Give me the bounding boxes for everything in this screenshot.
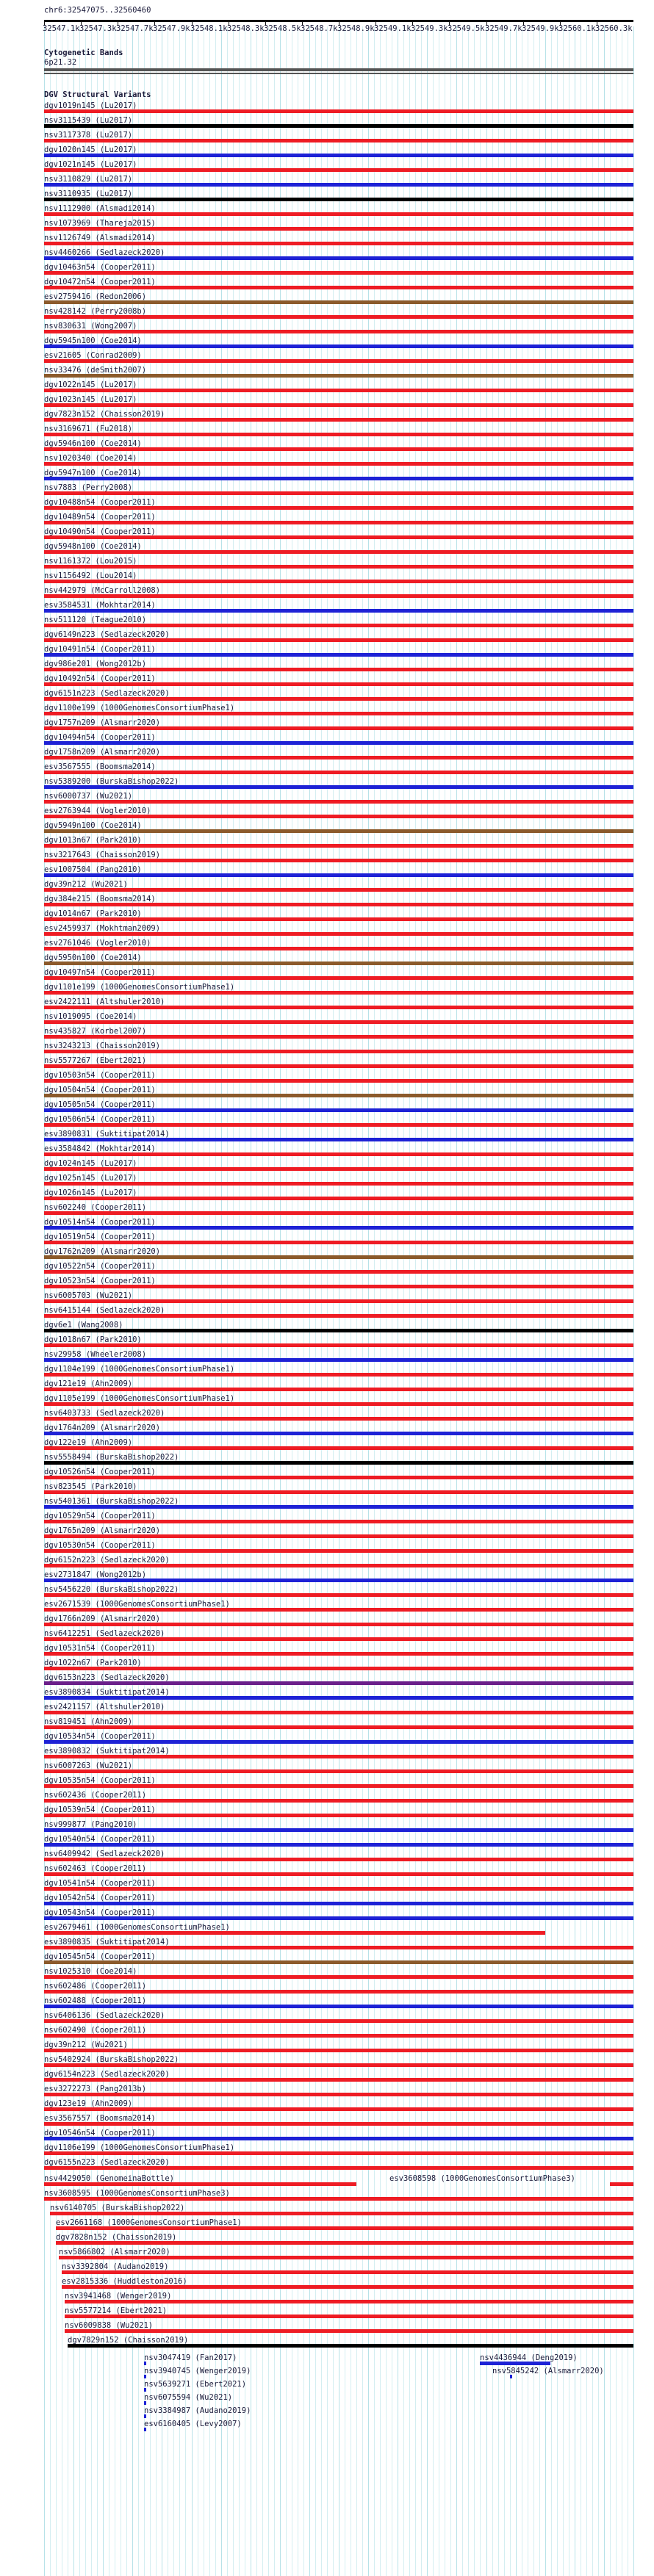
variant-label[interactable]: nsv511120 (Teague2010) — [44, 616, 147, 624]
variant-label[interactable]: dgv10535n54 (Cooper2011) — [44, 1776, 156, 1785]
track-separator — [44, 73, 633, 74]
variant-label[interactable]: nsv602463 (Cooper2011) — [44, 1864, 147, 1873]
variant-label[interactable]: nsv819451 (Ahn2009) — [44, 1717, 133, 1726]
variant-bar[interactable] — [44, 800, 633, 804]
variant-label[interactable]: esv2761046 (Vogler2010) — [44, 939, 151, 948]
ruler-tick-label: 32548.9k — [337, 24, 375, 33]
variant-label[interactable]: esv3890834 (Suktitipat2014) — [44, 1688, 170, 1697]
variant-label[interactable]: nsv602436 (Cooper2011) — [44, 1791, 147, 1800]
variant-bar[interactable] — [44, 888, 633, 892]
variant-label[interactable]: dgv1766n209 (Alsmarr2020) — [44, 1614, 161, 1623]
variant-label[interactable]: dgv10519n54 (Cooper2011) — [44, 1233, 156, 1241]
variant-label[interactable]: dgv10522n54 (Cooper2011) — [44, 1262, 156, 1271]
variant-label[interactable]: dgv10497n54 (Cooper2011) — [44, 968, 156, 977]
variant-label[interactable]: dgv10491n54 (Cooper2011) — [44, 645, 156, 654]
variant-label[interactable]: dgv1106e199 (1000GenomesConsortiumPhase1) — [44, 2143, 235, 2152]
variant-label[interactable]: dgv10489n54 (Cooper2011) — [44, 513, 156, 522]
variant-label[interactable]: nsv3217643 (Chaisson2019) — [44, 851, 161, 859]
variant-label[interactable]: nsv3110829 (Lu2017) — [44, 175, 133, 184]
variant-label[interactable]: dgv1757n209 (Alsmarr2020) — [44, 718, 161, 727]
variant-label[interactable]: esv1007504 (Pang2010) — [44, 865, 142, 874]
variant-label[interactable]: nsv1112900 (Alsmadi2014) — [44, 204, 156, 213]
variant-label[interactable]: esv2671539 (1000GenomesConsortiumPhase1) — [44, 1600, 230, 1609]
variant-bar[interactable] — [44, 2107, 633, 2111]
variant-label[interactable]: nsv5558494 (BurskaBishop2022) — [44, 1453, 179, 1462]
variant-label[interactable]: dgv1762n209 (Alsmarr2020) — [44, 1247, 161, 1256]
variant-label[interactable]: dgv1765n209 (Alsmarr2020) — [44, 1526, 161, 1535]
variant-label[interactable]: nsv5402924 (BurskaBishop2022) — [44, 2055, 179, 2064]
variant-label[interactable]: dgv123e19 (Ahn2009) — [44, 2099, 133, 2108]
coordinate-label: chr6:32547075..32560460 — [44, 6, 151, 15]
variant-label[interactable]: dgv10541n54 (Cooper2011) — [44, 1879, 156, 1888]
variant-label[interactable]: dgv6149n223 (Sedlazeck2020) — [44, 630, 170, 639]
variant-label[interactable]: dgv5947n100 (Coe2014) — [44, 469, 142, 477]
variant-bar[interactable] — [44, 1446, 633, 1450]
ruler-tick-label: 32547.3k — [79, 24, 117, 33]
variant-label[interactable]: dgv10539n54 (Cooper2011) — [44, 1805, 156, 1814]
variant-label[interactable]: dgv10540n54 (Cooper2011) — [44, 1835, 156, 1844]
variant-label[interactable]: nsv602240 (Cooper2011) — [44, 1203, 147, 1212]
ruler-tick-label: 32548.1k — [190, 24, 228, 33]
variant-label[interactable]: dgv39n212 (Wu2021) — [44, 880, 128, 889]
variant-label[interactable]: dgv1025n145 (Lu2017) — [44, 1174, 137, 1183]
variant-label[interactable]: nsv1073969 (Thareja2015) — [44, 219, 156, 228]
variant-label[interactable]: nsv3384987 (Audano2019) — [144, 2406, 251, 2415]
variant-label[interactable]: nsv6005703 (Wu2021) — [44, 1291, 133, 1300]
variant-bar[interactable] — [44, 1329, 633, 1332]
variant-label[interactable]: esv3567555 (Boomsma2014) — [44, 762, 156, 771]
variant-label[interactable]: esv2763944 (Vogler2010) — [44, 807, 151, 815]
variant-label[interactable]: nsv5577267 (Ebert2021) — [44, 1056, 147, 1065]
variant-label[interactable]: dgv1026n145 (Lu2017) — [44, 1188, 137, 1197]
variant-label[interactable]: esv3890832 (Suktitipat2014) — [44, 1747, 170, 1756]
ruler-tick-label: 32548.5k — [264, 24, 301, 33]
variant-label[interactable]: dgv10504n54 (Cooper2011) — [44, 1086, 156, 1094]
variant-label[interactable]: dgv1018n67 (Park2010) — [44, 1335, 142, 1344]
variant-label[interactable]: dgv6151n223 (Sedlazeck2020) — [44, 689, 170, 698]
variant-label[interactable]: dgv10530n54 (Cooper2011) — [44, 1541, 156, 1550]
variant-label[interactable]: dgv10505n54 (Cooper2011) — [44, 1100, 156, 1109]
variant-label[interactable]: dgv1764n209 (Alsmarr2020) — [44, 1424, 161, 1432]
variant-label[interactable]: dgv10514n54 (Cooper2011) — [44, 1218, 156, 1227]
ruler-tick-label: 32549.5k — [448, 24, 485, 33]
variant-label[interactable]: dgv6154n223 (Sedlazeck2020) — [44, 2070, 170, 2079]
variant-label[interactable]: esv3890831 (Suktitipat2014) — [44, 1130, 170, 1139]
variant-label[interactable]: esv2421157 (Altshuler2010) — [44, 1703, 165, 1711]
variant-label[interactable]: dgv10542n54 (Cooper2011) — [44, 1894, 156, 1902]
variant-label[interactable]: nsv6403733 (Sedlazeck2020) — [44, 1409, 165, 1418]
ruler-tick-label: 32549.3k — [411, 24, 448, 33]
variant-label[interactable]: nsv6000737 (Wu2021) — [44, 792, 133, 801]
variant-bar[interactable] — [44, 1725, 633, 1729]
variant-label[interactable]: nsv3047419 (Fan2017) — [144, 2353, 237, 2362]
variant-bar[interactable] — [44, 2049, 633, 2052]
variant-label[interactable]: dgv10472n54 (Cooper2011) — [44, 278, 156, 286]
variant-label[interactable]: dgv1105e199 (1000GenomesConsortiumPhase1) — [44, 1394, 235, 1403]
variant-label[interactable]: nsv3392804 (Audano2019) — [62, 2262, 169, 2271]
variant-label[interactable]: dgv1022n67 (Park2010) — [44, 1659, 142, 1667]
variant-label[interactable]: dgv10506n54 (Cooper2011) — [44, 1115, 156, 1124]
variant-label[interactable]: nsv1161372 (Lou2015) — [44, 557, 137, 566]
variant-label[interactable]: nsv435827 (Korbel2007) — [44, 1027, 147, 1036]
variant-label[interactable]: dgv7829n152 (Chaisson2019) — [68, 2336, 189, 2345]
variant-label[interactable]: esv2422111 (Altshuler2010) — [44, 997, 165, 1006]
variant-label[interactable]: dgv10488n54 (Cooper2011) — [44, 498, 156, 507]
variant-label[interactable]: dgv986e201 (Wong2012b) — [44, 660, 147, 668]
ruler-tick-label: 32549.9k — [522, 24, 559, 33]
variant-label[interactable]: dgv121e19 (Ahn2009) — [44, 1379, 133, 1388]
variant-bar[interactable] — [44, 491, 633, 495]
variant-label[interactable]: nsv5401361 (BurskaBishop2022) — [44, 1497, 179, 1506]
variant-label[interactable]: dgv6153n223 (Sedlazeck2020) — [44, 1673, 170, 1682]
variant-label[interactable]: nsv5639271 (Ebert2021) — [144, 2380, 247, 2389]
variant-label[interactable]: dgv5948n100 (Coe2014) — [44, 542, 142, 551]
variant-bar[interactable] — [610, 2182, 633, 2186]
variant-label[interactable]: esv3890835 (Suktitipat2014) — [44, 1938, 170, 1947]
variant-label[interactable]: nsv5456220 (BurskaBishop2022) — [44, 1585, 179, 1594]
variant-bar[interactable] — [44, 433, 633, 436]
variant-label[interactable]: dgv1104e199 (1000GenomesConsortiumPhase1) — [44, 1365, 235, 1374]
variant-label[interactable]: dgv1013n67 (Park2010) — [44, 836, 142, 845]
variant-label[interactable]: nsv6406136 (Sedlazeck2020) — [44, 2011, 165, 2020]
variant-label[interactable]: nsv29958 (Wheeler2008) — [44, 1350, 147, 1359]
variant-label[interactable]: esv2731847 (Wong2012b) — [44, 1570, 147, 1579]
variant-label[interactable]: dgv10543n54 (Cooper2011) — [44, 1908, 156, 1917]
variant-bar[interactable] — [44, 1388, 633, 1391]
variant-label[interactable]: nsv1025310 (Coe2014) — [44, 1967, 137, 1976]
variant-label[interactable]: dgv1021n145 (Lu2017) — [44, 160, 137, 169]
variant-label[interactable]: dgv10534n54 (Cooper2011) — [44, 1732, 156, 1741]
variant-label[interactable]: dgv5945n100 (Coe2014) — [44, 336, 142, 345]
variant-label[interactable]: dgv1014n67 (Park2010) — [44, 909, 142, 918]
variant-label[interactable]: nsv999877 (Pang2010) — [44, 1820, 137, 1829]
ruler-tick-label: 32549.7k — [485, 24, 522, 33]
variant-label[interactable]: dgv10490n54 (Cooper2011) — [44, 527, 156, 536]
variant-label[interactable]: nsv3608595 (1000GenomesConsortiumPhase3) — [44, 2189, 230, 2198]
variant-label[interactable]: nsv602490 (Cooper2011) — [44, 2026, 147, 2035]
variant-label[interactable]: nsv4436944 (Deng2019) — [480, 2353, 578, 2362]
variant-label[interactable]: esv2661168 (1000GenomesConsortiumPhase1) — [56, 2218, 242, 2227]
track-separator — [44, 68, 633, 71]
variant-label[interactable]: nsv6009838 (Wu2021) — [65, 2321, 154, 2330]
variant-label[interactable]: nsv6140705 (BurskaBishop2022) — [50, 2204, 185, 2212]
variant-label[interactable]: dgv10494n54 (Cooper2011) — [44, 733, 156, 742]
variant-label[interactable]: dgv10546n54 (Cooper2011) — [44, 2129, 156, 2137]
variant-label[interactable]: dgv1022n145 (Lu2017) — [44, 380, 137, 389]
variant-label[interactable]: esv2815336 (Huddleston2016) — [62, 2277, 187, 2286]
variant-label[interactable]: dgv10463n54 (Cooper2011) — [44, 263, 156, 272]
variant-label[interactable]: esv3608598 (1000GenomesConsortiumPhase3) — [389, 2174, 575, 2183]
variant-label[interactable]: dgv6152n223 (Sedlazeck2020) — [44, 1556, 170, 1565]
variant-label[interactable]: nsv3169671 (Fu2018) — [44, 425, 133, 433]
variant-label[interactable]: dgv10545n54 (Cooper2011) — [44, 1952, 156, 1961]
variant-bar[interactable] — [44, 183, 633, 187]
variant-label[interactable]: nsv830631 (Wong2007) — [44, 322, 137, 331]
variant-label[interactable]: nsv4460266 (Sedlazeck2020) — [44, 248, 165, 257]
variant-label[interactable]: dgv5949n100 (Coe2014) — [44, 821, 142, 830]
variant-label[interactable]: dgv10492n54 (Cooper2011) — [44, 674, 156, 683]
variant-label[interactable]: esv3272273 (Pang2013b) — [44, 2085, 147, 2093]
variant-label[interactable]: dgv7828n152 (Chaisson2019) — [56, 2233, 177, 2242]
variant-label[interactable]: dgv6e1 (Wang2008) — [44, 1321, 123, 1330]
variant-label[interactable]: dgv1019n145 (Lu2017) — [44, 101, 137, 110]
variant-label[interactable]: dgv6155n223 (Sedlazeck2020) — [44, 2158, 170, 2167]
ruler-tick-label: 32560.1k — [558, 24, 596, 33]
variant-label[interactable]: nsv33476 (deSmith2007) — [44, 366, 147, 375]
variant-label[interactable]: dgv1100e199 (1000GenomesConsortiumPhase1) — [44, 704, 235, 712]
variant-label[interactable]: dgv1024n145 (Lu2017) — [44, 1159, 137, 1168]
variant-bar[interactable] — [44, 139, 633, 142]
variant-label[interactable]: dgv1020n145 (Lu2017) — [44, 145, 137, 154]
variant-label[interactable]: dgv5946n100 (Coe2014) — [44, 439, 142, 448]
variant-label[interactable]: dgv7823n152 (Chaisson2019) — [44, 410, 165, 419]
variant-label[interactable]: nsv1126749 (Alsmadi2014) — [44, 234, 156, 242]
ruler-tick-label: 32549.1k — [374, 24, 412, 33]
variant-label[interactable]: nsv7883 (Perry2008) — [44, 483, 133, 492]
variant-label[interactable]: nsv428142 (Perry2008b) — [44, 307, 147, 316]
ruler-tick-label: 32560.3k — [595, 24, 633, 33]
variant-label[interactable]: nsv1156492 (Lou2014) — [44, 571, 137, 580]
variant-label[interactable]: nsv6415144 (Sedlazeck2020) — [44, 1306, 165, 1315]
variant-label[interactable]: nsv1019095 (Coe2014) — [44, 1012, 137, 1021]
variant-label[interactable]: dgv10526n54 (Cooper2011) — [44, 1468, 156, 1476]
variant-label[interactable]: esv21605 (Conrad2009) — [44, 351, 142, 360]
variant-label[interactable]: esv3584842 (Mokhtar2014) — [44, 1144, 156, 1153]
variant-label[interactable]: esv2459937 (Mokhtman2009) — [44, 924, 161, 933]
variant-label[interactable]: esv6160405 (Levy2007) — [144, 2420, 242, 2428]
variant-label[interactable]: dgv10529n54 (Cooper2011) — [44, 1512, 156, 1520]
variant-label[interactable]: nsv3110935 (Lu2017) — [44, 190, 133, 198]
structural-variants-title: DGV Structural Variants — [44, 90, 151, 99]
variant-label[interactable]: nsv4429050 (GenomeinaBottle) — [44, 2174, 175, 2183]
variant-label[interactable]: dgv1101e199 (1000GenomesConsortiumPhase1) — [44, 983, 235, 992]
ruler-tick-label: 32547.9k — [153, 24, 190, 33]
variant-label[interactable]: nsv3243213 (Chaisson2019) — [44, 1042, 161, 1050]
variant-label[interactable]: nsv3941468 (Wenger2019) — [65, 2292, 172, 2301]
variant-bar[interactable] — [44, 1769, 633, 1773]
ruler-tick-label: 32547.7k — [116, 24, 154, 33]
variant-label[interactable]: esv3567557 (Boomsma2014) — [44, 2114, 156, 2123]
variant-label[interactable]: nsv823545 (Park2010) — [44, 1482, 137, 1491]
variant-label[interactable]: esv3584531 (Mokhtar2014) — [44, 601, 156, 610]
ruler-tick-label: 32548.3k — [227, 24, 265, 33]
cytogenetic-bands-title: Cytogenetic Bands — [44, 48, 123, 57]
variant-label[interactable]: nsv602486 (Cooper2011) — [44, 1982, 147, 1991]
variant-label[interactable]: nsv3940745 (Wenger2019) — [144, 2367, 251, 2375]
variant-label[interactable]: nsv5866802 (Alsmarr2020) — [59, 2248, 170, 2256]
variant-label[interactable]: dgv5950n100 (Coe2014) — [44, 953, 142, 962]
variant-bar[interactable] — [44, 1299, 633, 1303]
variant-label[interactable]: nsv3117378 (Lu2017) — [44, 131, 133, 140]
variant-label[interactable]: nsv6075594 (Wu2021) — [144, 2393, 233, 2402]
variant-label[interactable]: dgv10531n54 (Cooper2011) — [44, 1644, 156, 1653]
variant-label[interactable]: dgv384e215 (Boomsma2014) — [44, 895, 156, 903]
variant-label[interactable]: nsv6007263 (Wu2021) — [44, 1761, 133, 1770]
variant-label[interactable]: esv2679461 (1000GenomesConsortiumPhase1) — [44, 1923, 230, 1932]
variant-label[interactable]: dgv10503n54 (Cooper2011) — [44, 1071, 156, 1080]
variant-label[interactable]: dgv10523n54 (Cooper2011) — [44, 1277, 156, 1285]
cytogenetic-band-label[interactable]: 6p21.32 — [44, 58, 77, 67]
variant-label[interactable]: nsv442979 (McCarroll2008) — [44, 586, 161, 595]
variant-label[interactable]: dgv1758n209 (Alsmarr2020) — [44, 748, 161, 757]
variant-label[interactable]: nsv6412251 (Sedlazeck2020) — [44, 1629, 165, 1638]
variant-label[interactable]: esv2759416 (Redon2006) — [44, 292, 147, 301]
variant-label[interactable]: dgv39n212 (Wu2021) — [44, 2041, 128, 2049]
variant-label[interactable]: nsv3115439 (Lu2017) — [44, 116, 133, 125]
variant-label[interactable]: nsv1020340 (Coe2014) — [44, 454, 137, 463]
variant-label[interactable]: nsv6409942 (Sedlazeck2020) — [44, 1850, 165, 1858]
variant-label[interactable]: nsv5845242 (Alsmarr2020) — [492, 2367, 604, 2375]
ruler-tick-label: 32547.1k — [43, 24, 80, 33]
variant-label[interactable]: nsv5577214 (Ebert2021) — [65, 2306, 168, 2315]
variant-label[interactable]: dgv1023n145 (Lu2017) — [44, 395, 137, 404]
variant-label[interactable]: dgv122e19 (Ahn2009) — [44, 1438, 133, 1447]
variant-bar[interactable] — [44, 124, 633, 128]
variant-label[interactable]: nsv5389200 (BurskaBishop2022) — [44, 777, 179, 786]
ruler-tick-label: 32548.7k — [301, 24, 338, 33]
variant-bar[interactable] — [44, 198, 633, 201]
variant-label[interactable]: nsv602488 (Cooper2011) — [44, 1996, 147, 2005]
